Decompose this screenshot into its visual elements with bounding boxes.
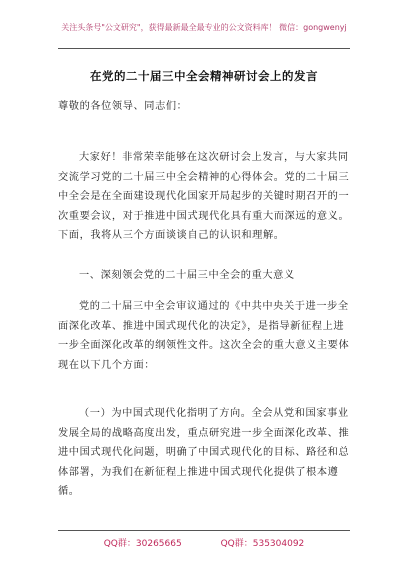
footer bbox=[0, 536, 408, 549]
header-banner: 关注头条号"公文研究"，获得最新最全最专业的公文资料库！ 微信：gongwenyj bbox=[61, 23, 347, 32]
paragraph: 大家好！非常荣幸能够在这次研讨会上发言，与大家共同交流学习党的二十届三中全会精神的心得体会。党的二十届三中全会是在全面建设现代化国家开局起步的关键时期召开的一次重要会议，对于推进中国式现代化具有重大而深远的意义。下面，我将从三个方面谈谈自己的认识和理解。 bbox=[58, 152, 350, 242]
paragraph: 党的二十届三中全会审议通过的《中共中央关于进一步全面深化改革、推进中国式现代化的决定》，是指导新征程上进一步全面深化改革的纲领性文件。这次全会的重大意义主要体现在以下几个方面： bbox=[58, 301, 350, 371]
paragraph: （一）为中国式现代化指明了方向。全会从党和国家事业发展全局的战略高度出发，重点研究进一步全面深化改革、推进中国式现代化问题，明确了中国式现代化的目标、路径和总体部署，为我们在新征程上推进中国式现代化提供了根本遵循。 bbox=[58, 408, 350, 498]
footer-divider bbox=[58, 530, 350, 531]
footer-qq-group-1: QQ群：30265665 bbox=[103, 539, 182, 549]
document-title: 在党的二十届三中全会精神研讨会上的发言 bbox=[90, 69, 318, 83]
salutation: 尊敬的各位领导、同志们： bbox=[58, 101, 188, 112]
section-heading: 一、深刻领会党的二十届三中全会的重大意义 bbox=[79, 270, 295, 281]
footer-qq-group-2: QQ群：535304092 bbox=[220, 539, 305, 549]
header-divider bbox=[58, 48, 350, 49]
